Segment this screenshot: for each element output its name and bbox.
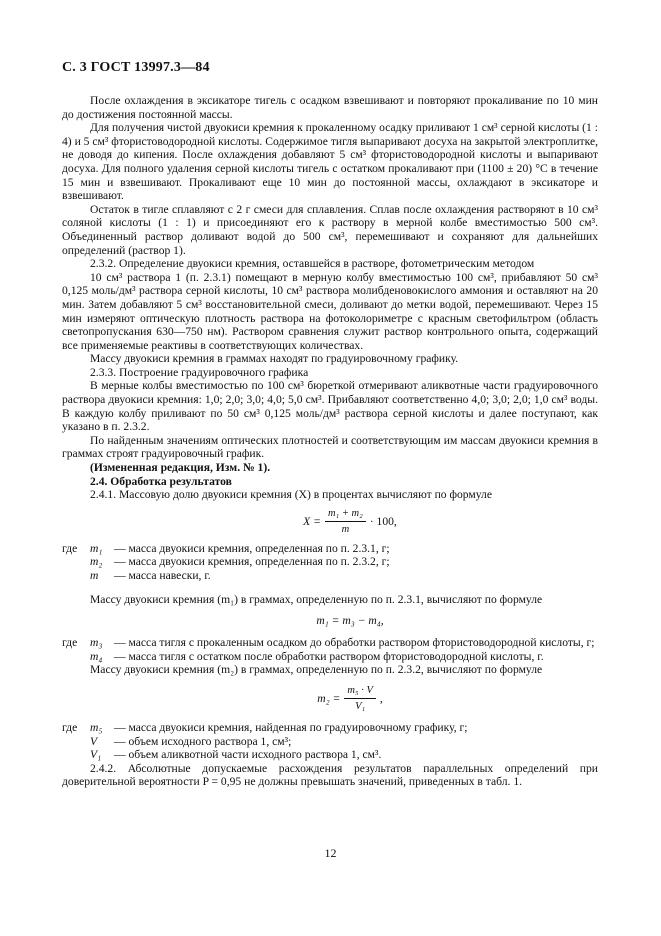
definition-item: где m₃ — масса тигля с прокаленным осадком до обработки раствором фтористоводородной кислоты, г; <box>62 636 595 650</box>
formula-lhs: m₂ = <box>317 692 341 706</box>
paragraph: Массу двуокиси кремния в граммах находят по градуировочному графику. <box>90 352 459 366</box>
paragraph: Массу двуокиси кремния (m₂) в граммах, определенную по п. 2.3.2, вычисляют по формуле <box>90 663 543 677</box>
definition-item: m — масса навески, г. <box>90 569 211 582</box>
formula-m2 <box>62 677 598 721</box>
formula-denominator: m <box>341 524 350 536</box>
formula-denominator: V₁ <box>355 701 366 713</box>
formula-tail: , <box>379 692 383 706</box>
formula-tail: · 100, <box>369 515 397 529</box>
formula-fraction <box>325 507 366 537</box>
section-heading: 2.3.2. Определение двуокиси кремния, оставшейся в растворе, фотометрическим методом <box>90 257 535 271</box>
formula-fraction <box>344 684 376 714</box>
document-body <box>62 94 598 789</box>
formula-numerator: m₅ · V <box>344 684 376 700</box>
definition-item: где m₅ — масса двуокиси кремния, найденная по градуировочному графику, г; <box>62 720 468 734</box>
paragraph: Остаток в тигле сплавляют с 2 г смеси для сплавления. Сплав после охлаждения растворяют в 10 см³ соляной кислоты (1 : 1) и присоединяют его к раствору в мерной колбе вместимостью 500 см³. Объединенный раствор доливают водой до 500 см³, перемешивают и сохраняют для дальнейших определений (раствор 1). <box>62 202 598 257</box>
section-heading: 2.3.3. Построение градуировочного графика <box>90 365 309 379</box>
paragraph: 2.4.2. Абсолютные допускаемые расхождения результатов параллельных определений при доверительной вероятности P = 0,95 не должны превышать значений, приведенных в табл. 1. <box>62 761 598 789</box>
definitions-list <box>62 636 598 663</box>
paragraph: Для получения чистой двуокиси кремния к прокаленному осадку приливают 1 см³ серной кислоты (1 : 4) и 5 см³ фтористоводородной кислоты. Содержимое тигля выпаривают досуха на закрытой электроплитке, не доводя до кипения. После охлаждения добавляют 5 см³ фтористоводородной кислоты и выпаривают досуха. Для полного удаления серной кислоты тигель с остатком прокаливают при (1100 ± 20) °С в течение 15 мин и взвешивают. Прокаливают еще 10 мин до постоянной массы, охлаждают в эксикаторе и взвешивают. <box>62 121 598 203</box>
paragraph: В мерные колбы вместимостью по 100 см³ бюреткой отмеривают аликвотные части градуировочного раствора двуокиси кремния: 1,0; 2,0; 3,0; 4,0; 5,0 см³. Прибавляют соответственно 4,0; 3,0; 2,0; 1,0 см³ воды. В каждую колбу приливают по 50 см³ 0,125 моль/дм³ раствора серной кислоты и далее поступают, как указано в п. 2.3.2. <box>62 379 598 434</box>
formula-numerator: m₁ + m₂ <box>325 507 366 523</box>
paragraph: После охлаждения в эксикаторе тигель с осадком взвешивают и повторяют прокаливание по 10 мин до достижения постоянной массы. <box>62 94 598 121</box>
definition-item: m₂ — масса двуокиси кремния, определенная по п. 2.3.2, г; <box>90 555 390 569</box>
paragraph: По найденным значениям оптических плотностей и соответствующим им массам двуокиси кремния в граммах строят градуировочный график. <box>62 433 598 461</box>
definition-item: где m₁ — масса двуокиси кремния, определенная по п. 2.3.1, г; <box>62 541 390 555</box>
definition-item: V₁ — объем аликвотной части исходного раствора 1, см³. <box>90 748 382 762</box>
page-number: 12 <box>324 846 337 860</box>
paragraph: 10 см³ раствора 1 (п. 2.3.1) помещают в мерную колбу вместимостью 100 см³, прибавляют 50 см³ 0,125 моль/дм³ раствора серной кислоты, 10 см³ раствора молибденовокислого аммония и оставляют на 20 мин. Затем добавляют 5 см³ восстановительной смеси, доливают до метки водой, перемешивают. Через 15 мин измеряют оптическую плотность раствора на фотоколориметре с красным светофильтром (область светопропускания 630—750 нм). Раствором сравнения служит раствор контрольного опыта, содержащий все применяемые реактивы в соответствующих количествах. <box>62 270 598 352</box>
definition-item: m₄ — масса тигля с остатком после обработки раствором фтористоводородной кислоты, г. <box>90 649 544 663</box>
amendment-note: (Измененная редакция, Изм. № 1). <box>90 461 271 475</box>
definition-item: V — объем исходного раствора 1, см³; <box>90 734 292 748</box>
formula-mass-fraction <box>62 502 598 542</box>
definitions-list <box>62 721 598 762</box>
page-header: С. 3 ГОСТ 13997.3—84 <box>62 60 210 75</box>
paragraph: Массу двуокиси кремния (m₁) в граммах, определенную по п. 2.3.1, вычисляют по формуле <box>90 592 543 606</box>
formula-m1: m₁ = m₃ − m₄, <box>316 614 384 628</box>
section-heading: 2.4. Обработка результатов <box>90 474 232 488</box>
formula-lhs: X = <box>303 515 321 529</box>
definitions-list <box>62 542 598 583</box>
paragraph: 2.4.1. Массовую долю двуокиси кремния (X) в процентах вычисляют по формуле <box>90 488 492 502</box>
